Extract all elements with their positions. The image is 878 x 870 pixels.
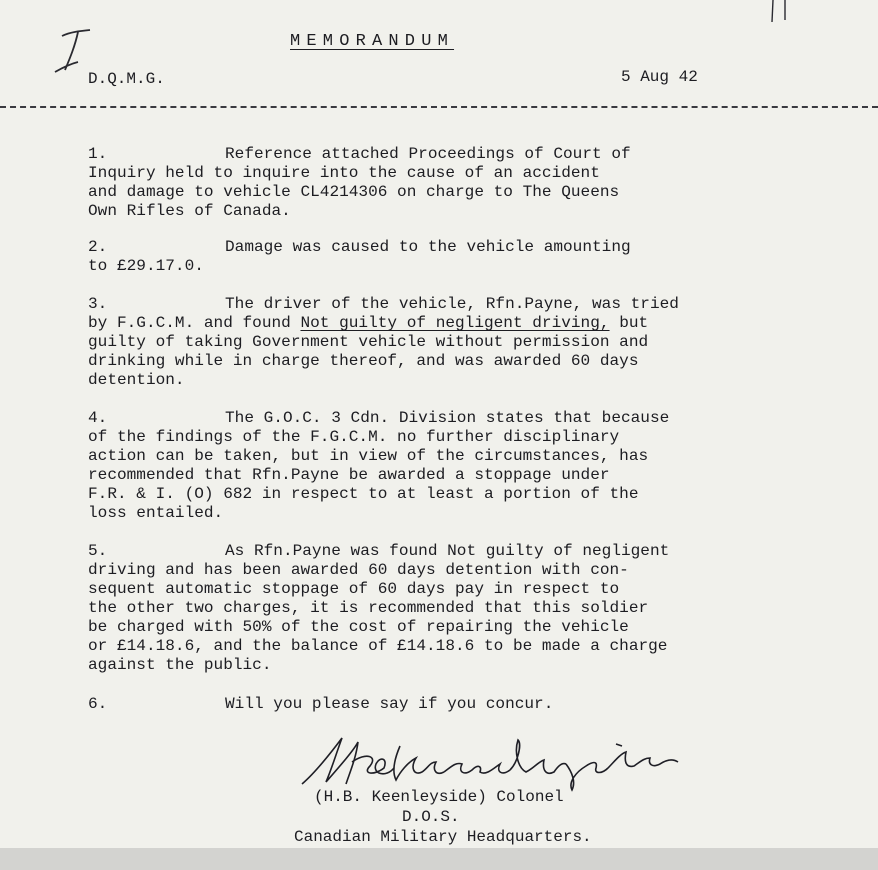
paragraph-line-end: but (609, 314, 649, 332)
paragraph-number: 2. (88, 238, 108, 256)
paragraph-line: loss entailed. (88, 504, 224, 522)
paragraph-line: driving and has been awarded 60 days detention with con- (88, 561, 629, 579)
signatory-organization: Canadian Military Headquarters. (294, 828, 592, 846)
paragraph-line: or £14.18.6, and the balance of £14.18.6 to be made a charge (88, 637, 668, 655)
paragraph-line: Reference attached Proceedings of Court of (225, 145, 631, 163)
signatory-office: D.O.S. (402, 808, 460, 826)
memo-title: MEMORANDUM (290, 32, 455, 51)
underlined-finding: Not guilty of negligent driving, (300, 314, 610, 332)
paragraph-4 (88, 409, 778, 523)
paragraph-line: F.R. & I. (O) 682 in respect to at least a portion of the (88, 485, 639, 503)
paragraph-6 (88, 695, 778, 714)
paragraph-line: of the findings of the F.G.C.M. no further disciplinary (88, 428, 620, 446)
paragraph-line-start: by F.G.C.M. and found (88, 314, 301, 332)
handwritten-mark-top (770, 0, 790, 28)
paragraph-line: against the public. (88, 656, 272, 674)
paragraph-line: Damage was caused to the vehicle amounting (225, 238, 631, 256)
handwritten-signature (296, 732, 696, 792)
signatory-name: (H.B. Keenleyside) Colonel (314, 788, 564, 806)
paragraph-line: be charged with 50% of the cost of repairing the vehicle (88, 618, 629, 636)
paragraph-line: guilty of taking Government vehicle without permission and (88, 333, 649, 351)
paragraph-line: the other two charges, it is recommended that this soldier (88, 599, 649, 617)
header-divider (0, 106, 878, 108)
handwritten-numeral-i (52, 28, 96, 76)
paragraph-number: 5. (88, 542, 108, 560)
paragraph-line: and damage to vehicle CL4214306 on charge to The Queens (88, 183, 620, 201)
paragraph-line: recommended that Rfn.Payne be awarded a stoppage under (88, 466, 610, 484)
paragraph-line: sequent automatic stoppage of 60 days pay in respect to (88, 580, 620, 598)
paragraph-number: 1. (88, 145, 108, 163)
paragraph-3 (88, 295, 778, 390)
paragraph-2 (88, 238, 778, 276)
paragraph-line: Will you please say if you concur. (225, 695, 554, 713)
paragraph-line: The driver of the vehicle, Rfn.Payne, was tried (225, 295, 679, 313)
paragraph-line: Inquiry held to inquire into the cause of an accident (88, 164, 600, 182)
memo-addressee: D.Q.M.G. (88, 70, 165, 88)
paragraph-line: drinking while in charge thereof, and was awarded 60 days (88, 352, 639, 370)
page-bottom-edge (0, 848, 878, 870)
paragraph-line: action can be taken, but in view of the circumstances, has (88, 447, 649, 465)
paragraph-line: The G.O.C. 3 Cdn. Division states that because (225, 409, 670, 427)
paragraph-number: 6. (88, 695, 108, 713)
paragraph-line: detention. (88, 371, 185, 389)
paragraph-number: 3. (88, 295, 108, 313)
paragraph-line: Own Rifles of Canada. (88, 202, 291, 220)
paragraph-1 (88, 145, 778, 221)
paragraph-5 (88, 542, 778, 675)
paragraph-line: As Rfn.Payne was found Not guilty of negligent (225, 542, 670, 560)
memo-date: 5 Aug 42 (621, 68, 698, 86)
paragraph-number: 4. (88, 409, 108, 427)
paragraph-line: to £29.17.0. (88, 257, 204, 275)
